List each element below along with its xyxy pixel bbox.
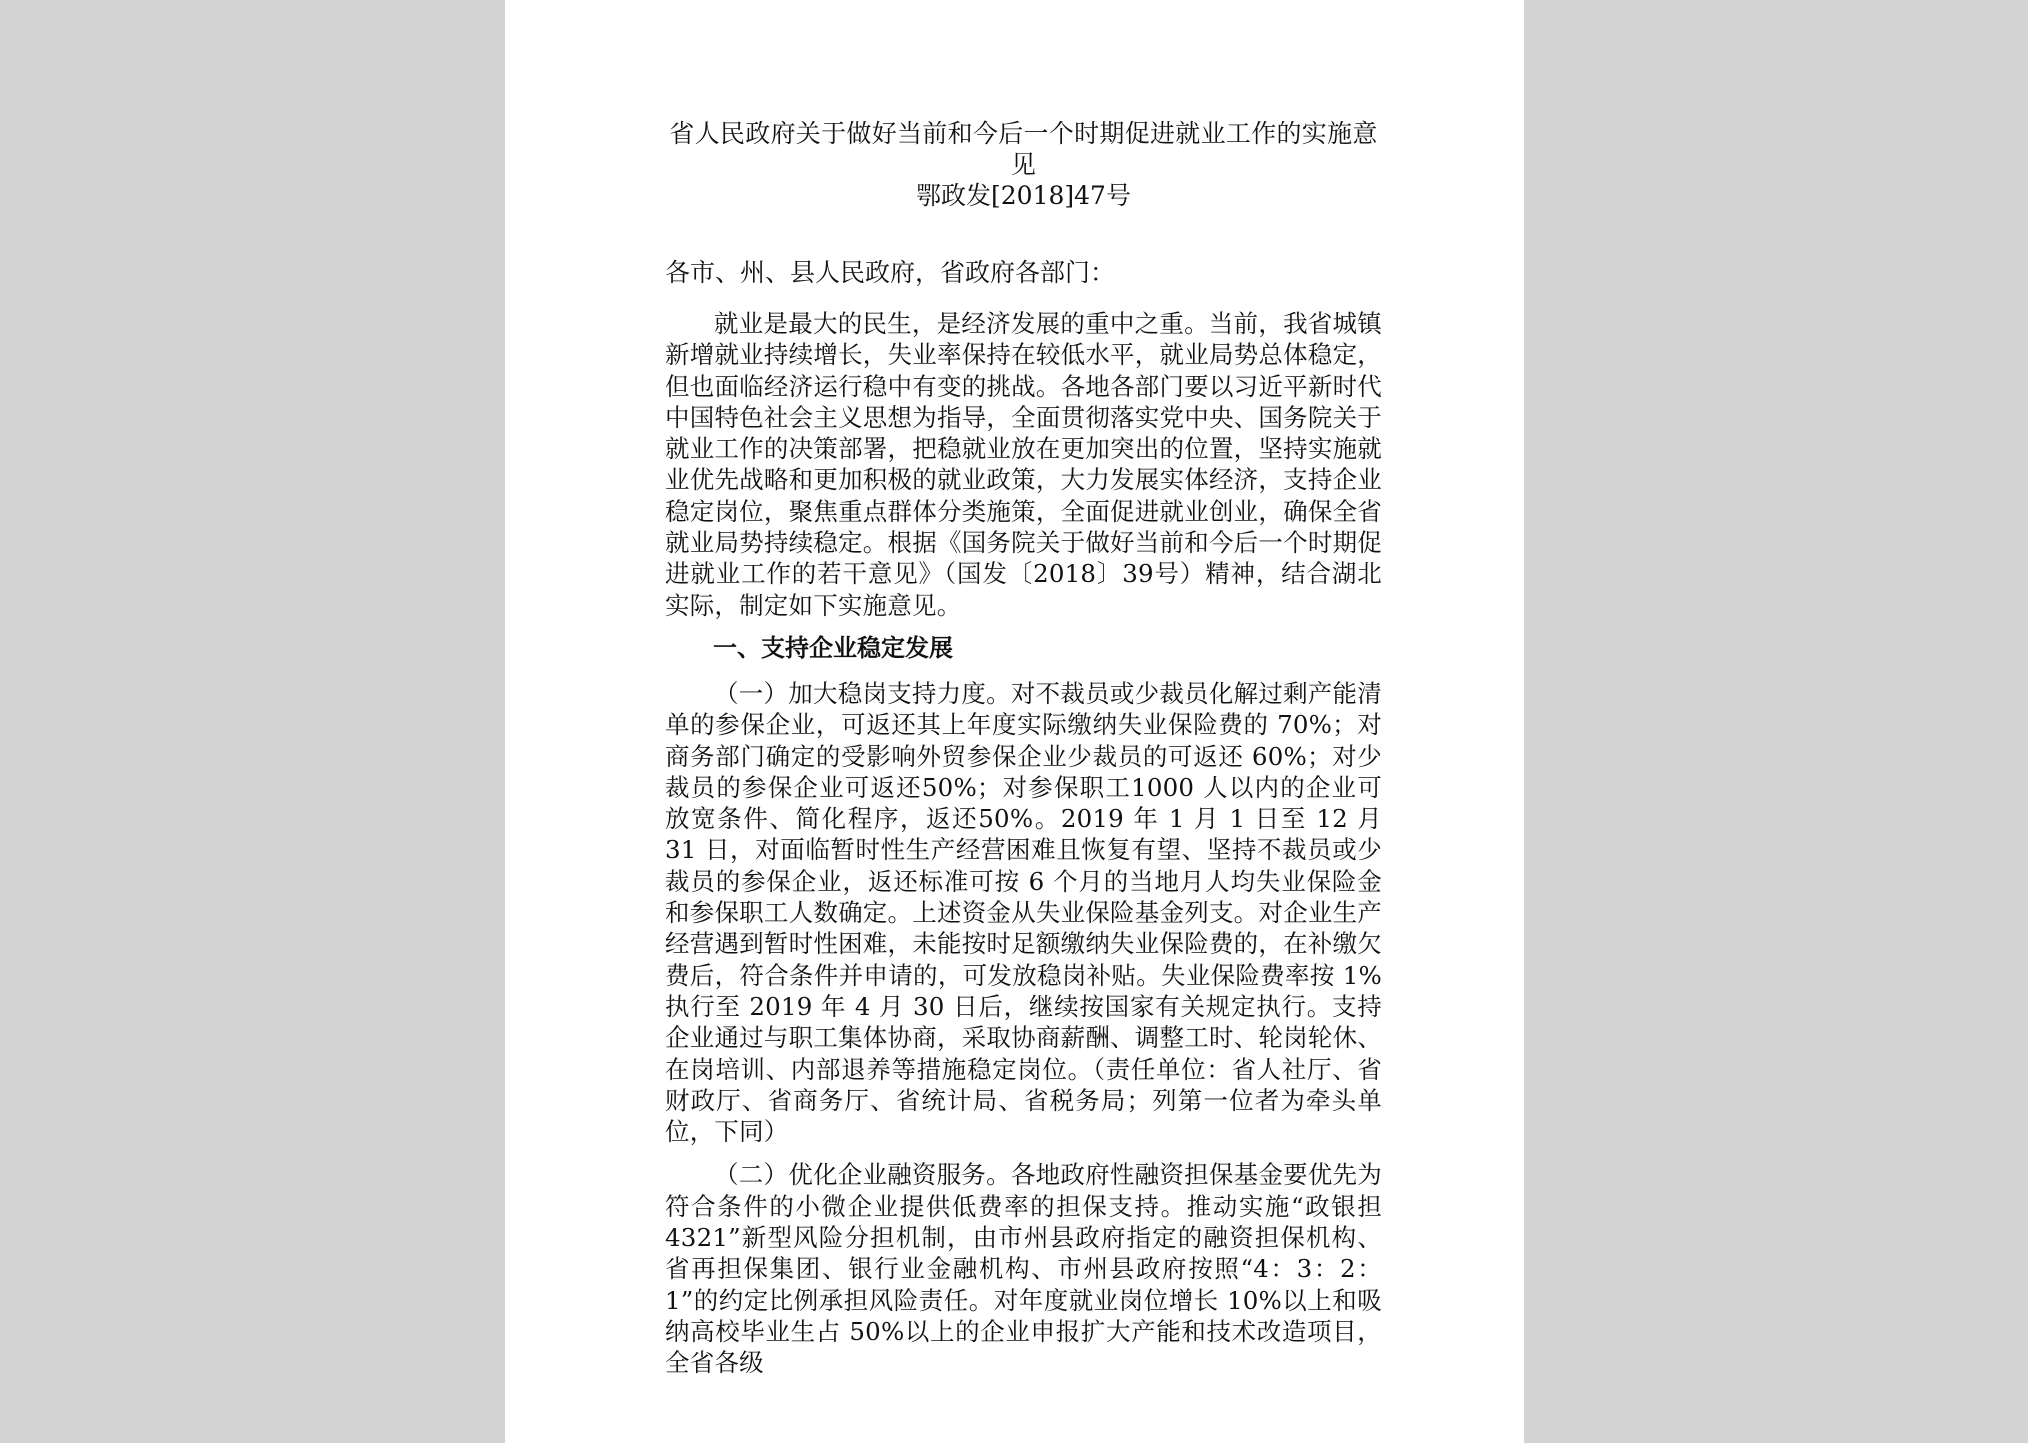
salutation: 各市、州、县人民政府，省政府各部门： <box>665 258 1116 287</box>
intro-paragraph: 就业是最大的民生，是经济发展的重中之重。当前，我省城镇新增就业持续增长，失业率保持在较低水平，就业局势总体稳定，但也面临经济运行稳中有变的挑战。各地各部门要以习近平新时代中国特色社会主义思想为指导，全面贯彻落实党中央、国务院关于就业工作的决策部署，把稳就业放在更加突出的位置，坚持实施就业优先战略和更加积极的就业政策，大力发展实体经济，支持企业稳定岗位，聚焦重点群体分类施策，全面促进就业创业，确保全省就业局势持续稳定。根据《国务院关于做好当前和今后一个时期促进就业工作的若干意见》（国发〔2018〕39号）精神，结合湖北实际，制定如下实施意见。 <box>665 309 1382 620</box>
item-paragraph-2: （二）优化企业融资服务。各地政府性融资担保基金要优先为符合条件的小微企业提供低费率的担保支持。推动实施“政银担4321”新型风险分担机制，由市州县政府指定的融资担保机构、省再担保集团、银行业金融机构、市州县政府按照“4：3：2：1”的约定比例承担风险责任。对年度就业岗位增长 10%以上和吸纳高校毕业生占 50%以上的企业申报扩大产能和技术改造项目，全省各级 <box>665 1160 1382 1378</box>
item-paragraph-1: （一）加大稳岗支持力度。对不裁员或少裁员化解过剩产能清单的参保企业，可返还其上年度实际缴纳失业保险费的 70%；对商务部门确定的受影响外贸参保企业少裁员的可返还 60%；对少裁员的参保企业可返还50%；对参保职工1000 人以内的企业可放宽条件、简化程序，返还50%。2019 年 1 月 1 日至 12 月 31 日，对面临暂时性生产经营困难且恢复有望、坚持不裁员或少裁员的参保企业，返还标准可按 6 个月的当地月人均失业保险金和参保职工人数确定。上述资金从失业保险基金列支。对企业生产经营遇到暂时性困难，未能按时足额缴纳失业保险费的，在补缴欠费后，符合条件并申请的，可发放稳岗补贴。失业保险费率按 1%执行至 2019 年 4 月 30 日后，继续按国家有关规定执行。支持企业通过与职工集体协商，采取协商薪酬、调整工时、轮岗轮休、在岗培训、内部退养等措施稳定岗位。（责任单位：省人社厅、省财政厅、省商务厅、省统计局、省税务局；列第一位者为牵头单位，下同） <box>665 678 1382 1147</box>
document-number: 鄂政发[2018]47号 <box>916 181 1131 210</box>
section-heading: 一、支持企业稳定发展 <box>713 633 953 662</box>
document-page <box>505 0 1524 1443</box>
document-title: 省人民政府关于做好当前和今后一个时期促进就业工作的实施意见 <box>669 119 1378 179</box>
